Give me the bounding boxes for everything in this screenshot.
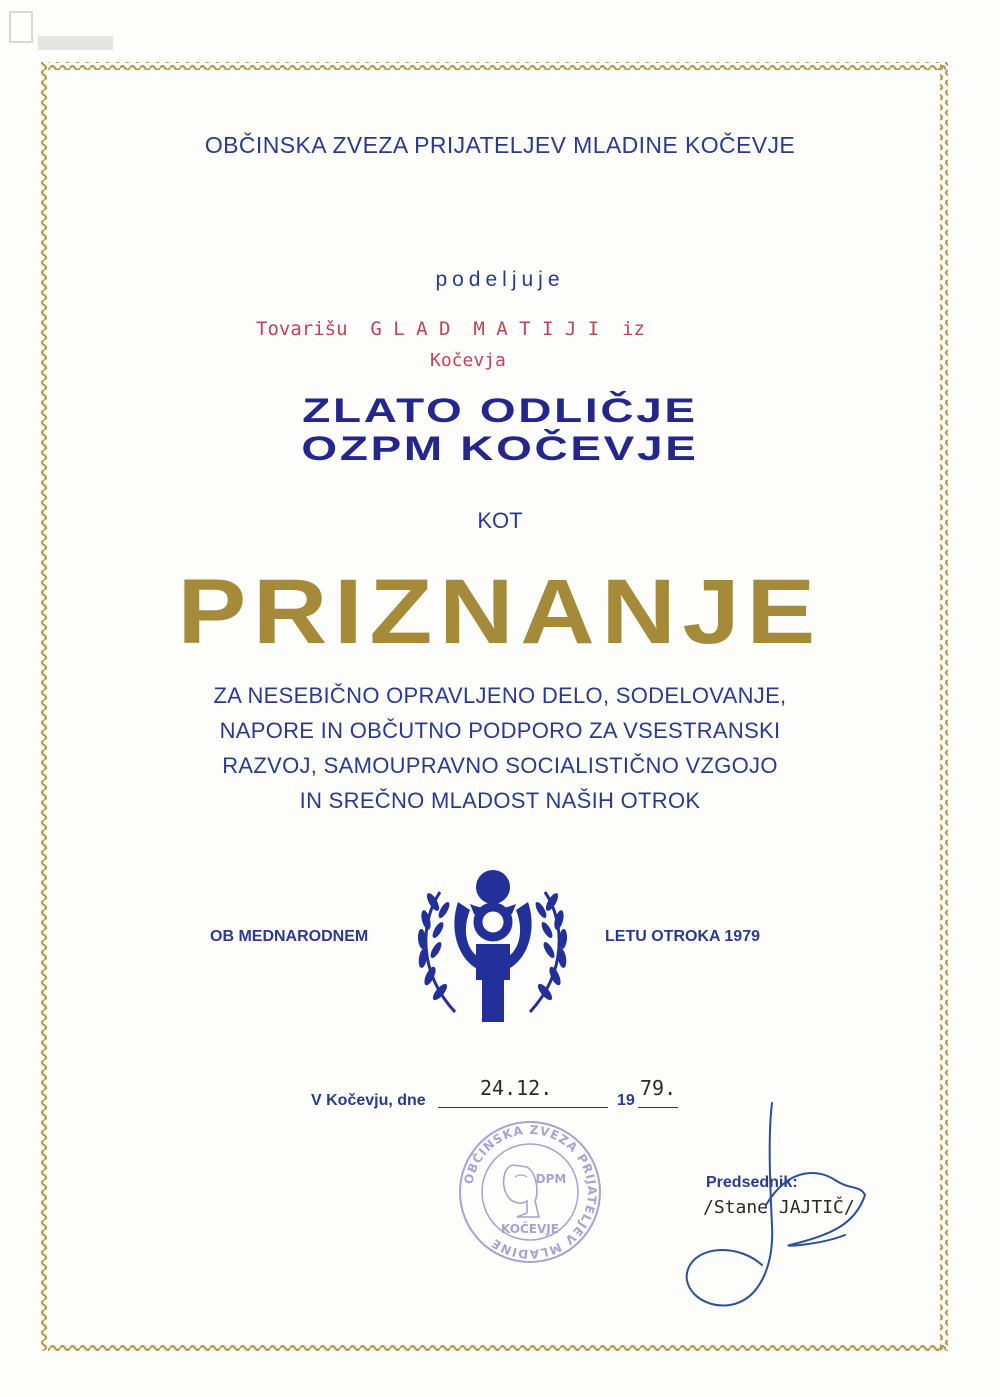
award-line-1: ZLATO ODLIČJE bbox=[302, 392, 698, 430]
place-label: V Kočevju, dne bbox=[311, 1092, 426, 1109]
certificate-title-text: PRIZNANJE bbox=[177, 561, 823, 663]
award-reason bbox=[0, 678, 1000, 818]
organization-title: OBČINSKA ZVEZA PRIJATELJEV MLADINE KOČEVJE bbox=[204, 132, 796, 158]
award-verb: podeljuje bbox=[435, 268, 565, 291]
certificate-title bbox=[0, 560, 1000, 665]
signatory-name: /Stane JAJTIČ/ bbox=[703, 1197, 855, 1218]
reason-line-2: NAPORE IN OBČUTNO PODPORO ZA VSESTRANSKI bbox=[219, 718, 781, 743]
award-line-2: OZPM KOČEVJE bbox=[301, 430, 699, 468]
date-underline bbox=[438, 1107, 608, 1108]
year-prefix: 19 bbox=[617, 1092, 635, 1109]
award-name bbox=[0, 392, 1000, 468]
date-value: 24.12. bbox=[480, 1076, 553, 1100]
occasion-left-text: OB MEDNARODNEM bbox=[210, 928, 369, 945]
international-year-of-the-child-emblem-icon bbox=[400, 862, 585, 1030]
stamp-outer-text: OBČINSKA ZVEZA PRIJATELJEV MLADINE bbox=[461, 1122, 600, 1262]
reason-line-4: IN SREČNO MLADOST NAŠIH OTROK bbox=[299, 788, 701, 813]
reason-line-1: ZA NESEBIČNO OPRAVLJENO DELO, SODELOVANJE, bbox=[213, 683, 787, 708]
signatory-label: Predsednik: bbox=[706, 1174, 798, 1191]
occasion-right-text: LETU OTROKA 1979 bbox=[605, 928, 760, 945]
official-stamp bbox=[455, 1117, 605, 1267]
recipient-name: Tovarišu G L A D M A T I J I iz bbox=[256, 318, 645, 340]
recipient-town: Kočevja bbox=[430, 350, 506, 371]
year-value: 79. bbox=[640, 1076, 677, 1100]
stamp-center-text: DPM bbox=[535, 1172, 567, 1186]
handwritten-signature bbox=[670, 1095, 900, 1315]
stamp-city: KOČEVJE bbox=[501, 1222, 559, 1236]
reason-line-3: RAZVOJ, SAMOUPRAVNO SOCIALISTIČNO VZGOJO bbox=[222, 753, 778, 778]
scanner-watermark-logo bbox=[8, 8, 118, 54]
connector-word: KOT bbox=[477, 508, 523, 533]
